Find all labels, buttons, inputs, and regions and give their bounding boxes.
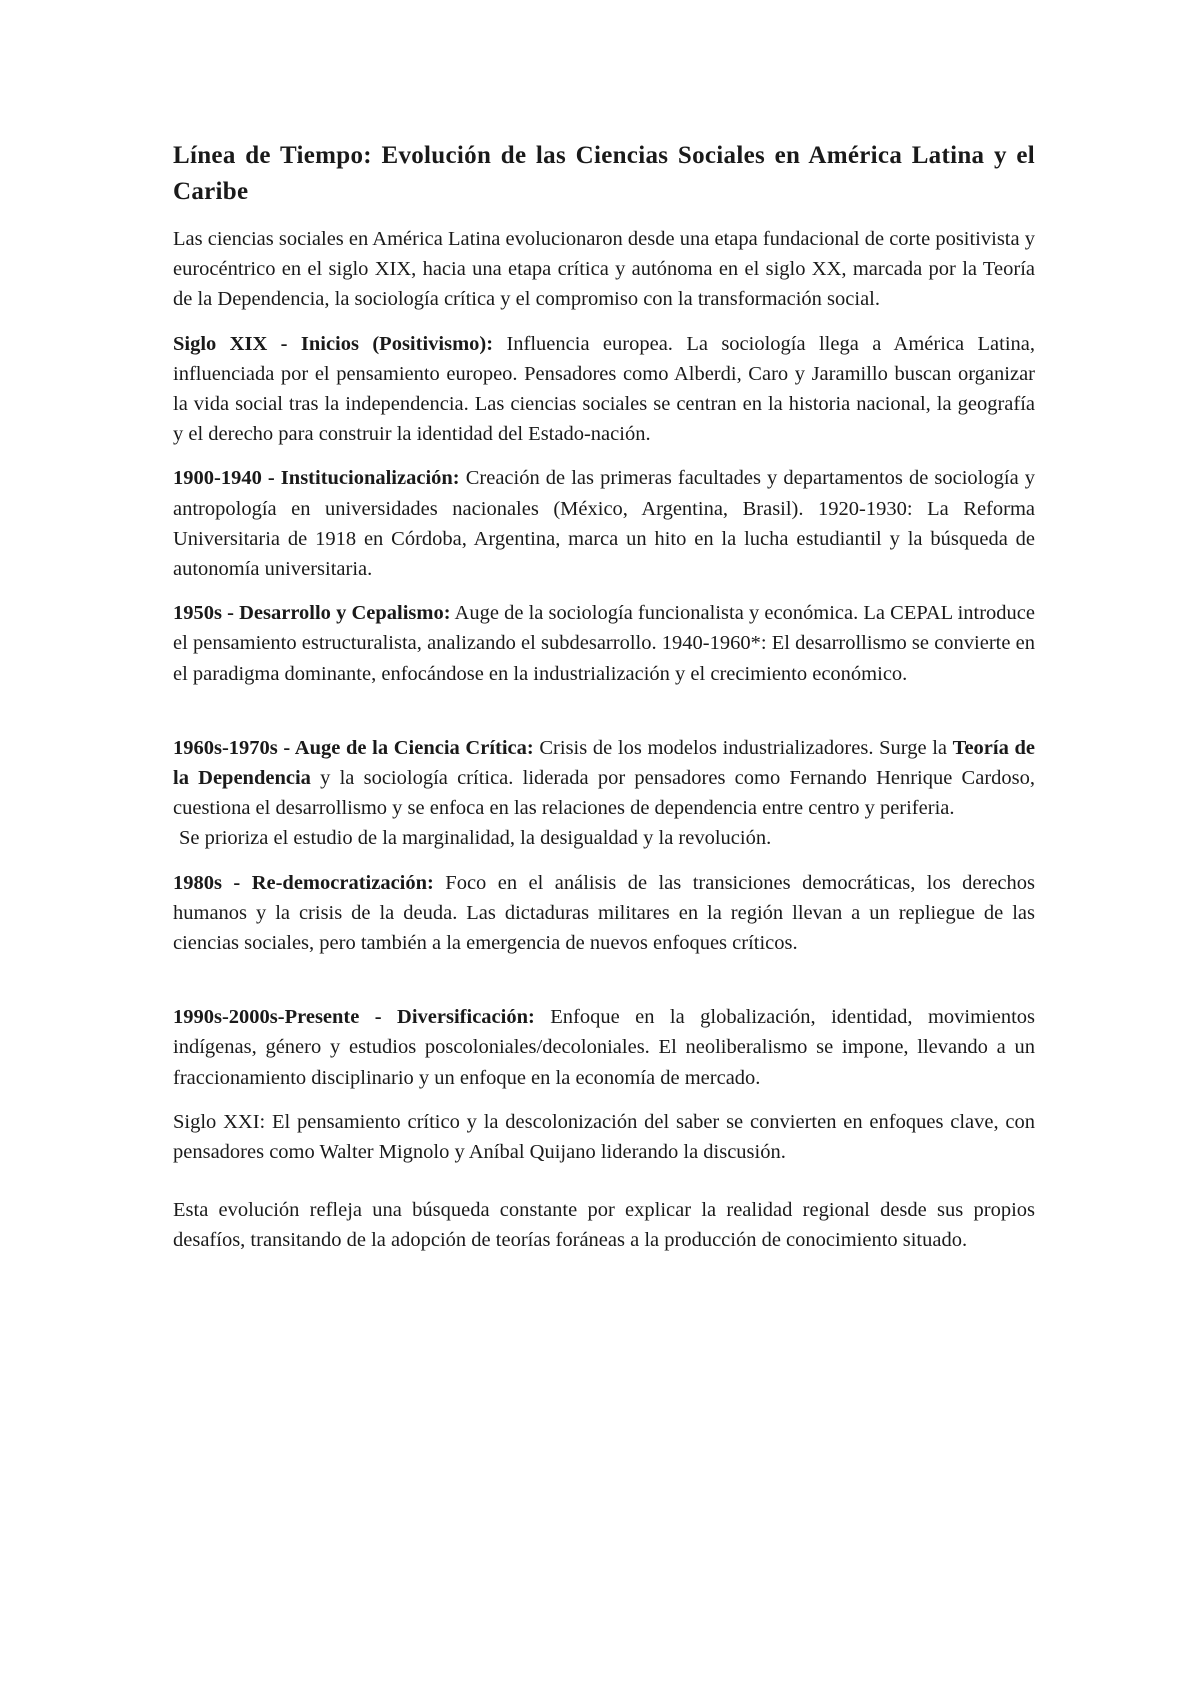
section-siglo-xix [173,329,1035,450]
section-continuation: Se prioriza el estudio de la marginalidad, la desigualdad y la revolución. [179,827,772,850]
document-body [173,138,1035,1270]
siglo-xxi-paragraph: Siglo XXI: El pensamiento crítico y la descolonización del saber se convierten en enfoques clave, con pensadores como Walter Mignolo y Aníbal Quijano liderando la discusión. [173,1110,1035,1164]
section-heading: 1900-1940 - Institucionalización: [173,467,460,490]
section-text: Auge de la sociología funcionalista y económica. La CEPAL introduce el pensamiento estructuralista, analizando el subdesarrollo. 1940-1960*: El desarrollismo se convierte en el paradigma dominante, enfocándose en la industrialización y el crecimiento económico. [173,602,1035,685]
section-1960s-1970s [173,733,1035,854]
intro-paragraph: Las ciencias sociales en América Latina evolucionaron desde una etapa fundacional de corte positivista y eurocéntrico en el siglo XIX, hacia una etapa crítica y autónoma en el siglo XX, marcada por la Teoría de la Dependencia, la sociología crítica y el compromiso con la transformación social. [173,228,1035,311]
paragraph-spacer [173,1181,1035,1195]
section-text: Crisis de los modelos industrializadores. Surge la [533,736,953,759]
paragraph-spacer [173,972,1035,1002]
section-text: Creación de las primeras facultades y departamentos de sociología y antropología en universidades nacionales (México, Argentina, Brasil). 1920-1930: La Reforma Universitaria de 1918 en Córdoba, Argentina, marca un hito en la lucha estudiantil y la búsqueda de autonomía universitaria. [173,467,1036,581]
paragraph-spacer [173,703,1035,733]
section-1980s [173,868,1035,959]
document-title: Línea de Tiempo: Evolución de las Ciencias Sociales en América Latina y el Caribe [173,142,1035,205]
section-heading: Siglo XIX - Inicios (Positivismo): [173,332,494,355]
section-heading: 1950s - Desarrollo y Cepalismo: [173,602,451,625]
conclusion-paragraph: Esta evolución refleja una búsqueda constante por explicar la realidad regional desde sus propios desafíos, transitando de la adopción de teorías foráneas a la producción de conocimiento situado. [173,1199,1035,1252]
section-heading: 1960s-1970s - Auge de la Ciencia Crítica: [173,736,534,759]
section-1990s-presente [173,1002,1035,1093]
section-1900-1940 [173,463,1035,584]
section-heading: 1990s-2000s-Presente - Diversificación: [173,1006,535,1029]
section-heading: 1980s - Re-democratización: [173,871,434,894]
dependency-theory-term: Teoría de la Dependencia [173,736,1035,790]
section-text: y la sociología crítica. liderada por pensadores como Fernando Henrique Cardoso, cuestiona el desarrollismo y se enfoca en las relaciones de dependencia entre centro y periferia. [173,767,1035,820]
section-text: Influencia europea. La sociología llega a América Latina, influenciada por el pensamiento europeo. Pensadores como Alberdi, Caro y Jaramillo buscan organizar la vida social tras la independencia. Las ciencias sociales se centran en la historia nacional, la geografía y el derecho para construir la identidad del Estado-nación. [173,332,1036,446]
section-1950s [173,598,1035,689]
section-text: Enfoque en la globalización, identidad, movimientos indígenas, género y estudios poscoloniales/decoloniales. El neoliberalismo se impone, llevando a un fraccionamiento disciplinario y un enfoque en la economía de mercado. [173,1006,1035,1089]
section-text: Foco en el análisis de las transiciones democráticas, los derechos humanos y la crisis de la deuda. Las dictaduras militares en la región llevan a un repliegue de las ciencias sociales, pero también a la emergencia de nuevos enfoques críticos. [173,871,1035,955]
